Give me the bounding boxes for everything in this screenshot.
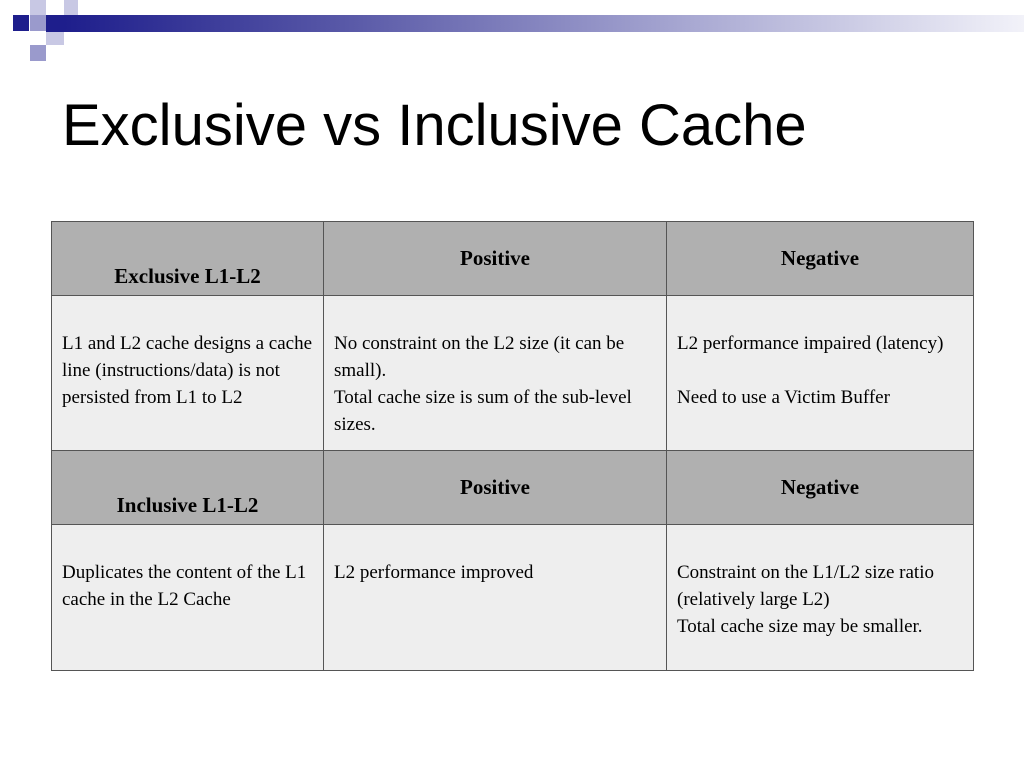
inclusive-header-negative: Negative	[667, 451, 974, 525]
exclusive-positive-line-2: Total cache size is sum of the sub-level sizes.	[334, 387, 632, 435]
exclusive-negative-line-2: Need to use a Victim Buffer	[677, 387, 890, 408]
inclusive-description	[52, 525, 324, 671]
exclusive-body-row	[52, 296, 974, 451]
header-gradient-bar	[64, 15, 1024, 32]
decor-square-6	[30, 45, 46, 61]
exclusive-header-negative: Negative	[667, 222, 974, 296]
inclusive-header-row	[52, 451, 974, 525]
exclusive-positive-line-1: No constraint on the L2 size (it can be small).	[334, 333, 625, 381]
decor-square-1	[13, 15, 29, 31]
decor-square-5	[64, 0, 78, 15]
exclusive-negative	[667, 296, 974, 451]
inclusive-negative-line-2: Total cache size may be smaller.	[677, 616, 923, 637]
exclusive-description	[52, 296, 324, 451]
inclusive-negative-line-1: Constraint on the L1/L2 size ratio (relatively large L2)	[677, 562, 934, 610]
exclusive-header-positive: Positive	[324, 222, 667, 296]
decor-square-4	[30, 0, 46, 15]
spacer	[677, 357, 963, 384]
comparison-table	[51, 221, 974, 671]
decor-square-7	[46, 32, 64, 45]
exclusive-description-text: L1 and L2 cache designs a cache line (instructions/data) is not persisted from L1 to L2	[62, 333, 313, 408]
inclusive-header-title: Inclusive L1-L2	[52, 451, 324, 525]
inclusive-description-text: Duplicates the content of the L1 cache in the L2 Cache	[62, 562, 307, 610]
exclusive-negative-line-1: L2 performance impaired (latency)	[677, 333, 944, 354]
inclusive-negative	[667, 525, 974, 671]
exclusive-positive	[324, 296, 667, 451]
decor-square-3	[46, 15, 64, 32]
slide-title: Exclusive vs Inclusive Cache	[62, 93, 807, 158]
exclusive-header-title: Exclusive L1-L2	[52, 222, 324, 296]
inclusive-positive-line-1: L2 performance improved	[334, 562, 534, 583]
inclusive-header-positive: Positive	[324, 451, 667, 525]
decor-square-2	[30, 15, 46, 31]
exclusive-header-row	[52, 222, 974, 296]
inclusive-positive	[324, 525, 667, 671]
inclusive-body-row	[52, 525, 974, 671]
